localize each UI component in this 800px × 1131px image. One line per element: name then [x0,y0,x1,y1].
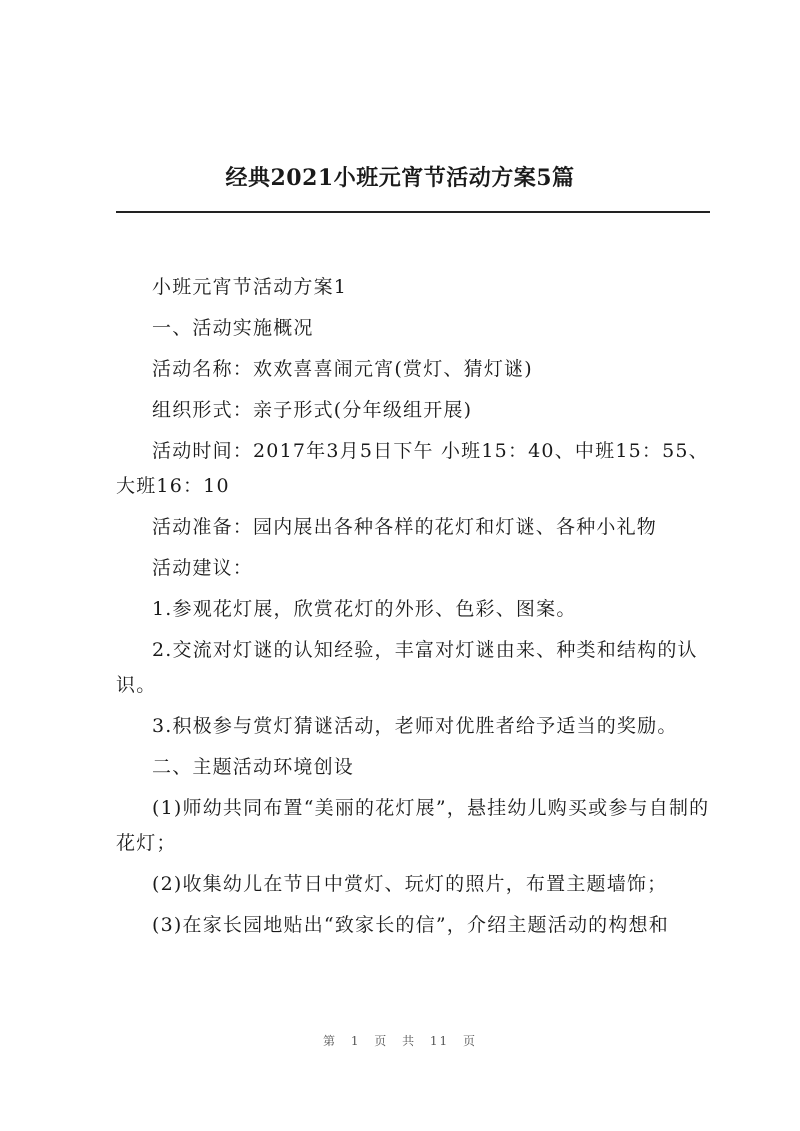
paragraph: 组织形式：亲子形式(分年级组开展) [152,399,473,421]
list-item: (1)师幼共同布置“美丽的花灯展”，悬挂幼儿购买或参与自制的花灯； [116,797,710,854]
list-item: 1.参观花灯展，欣赏花灯的外形、色彩、图案。 [152,598,577,620]
list-item: (2)收集幼儿在节日中赏灯、玩灯的照片，布置主题墙饰； [152,873,668,895]
document-body [116,270,712,949]
list-item: 2.交流对灯谜的认知经验，丰富对灯谜由来、种类和结构的认识。 [116,639,698,696]
list-item: (3)在家长园地贴出“致家长的信”，介绍主题活动的构想和 [152,914,669,936]
document-title: 经典2021小班元宵节活动方案5篇 [225,165,575,191]
list-item: 3.积极参与赏灯猜谜活动，老师对优胜者给予适当的奖励。 [152,715,678,737]
paragraph: 小班元宵节活动方案1 [152,276,348,298]
paragraph: 活动时间：2017年3月5日下午 小班15：40、中班15：55、大班16：10 [116,440,709,497]
paragraph: 活动建议： [152,557,254,579]
title-divider [116,211,710,213]
section-heading: 二、主题活动环境创设 [152,756,355,778]
section-heading: 一、活动实施概况 [152,317,314,339]
page-footer: 第 1 页 共 11 页 [323,1034,477,1048]
paragraph: 活动名称：欢欢喜喜闹元宵(赏灯、猜灯谜) [152,358,533,380]
paragraph: 活动准备：园内展出各种各样的花灯和灯谜、各种小礼物 [152,516,658,538]
